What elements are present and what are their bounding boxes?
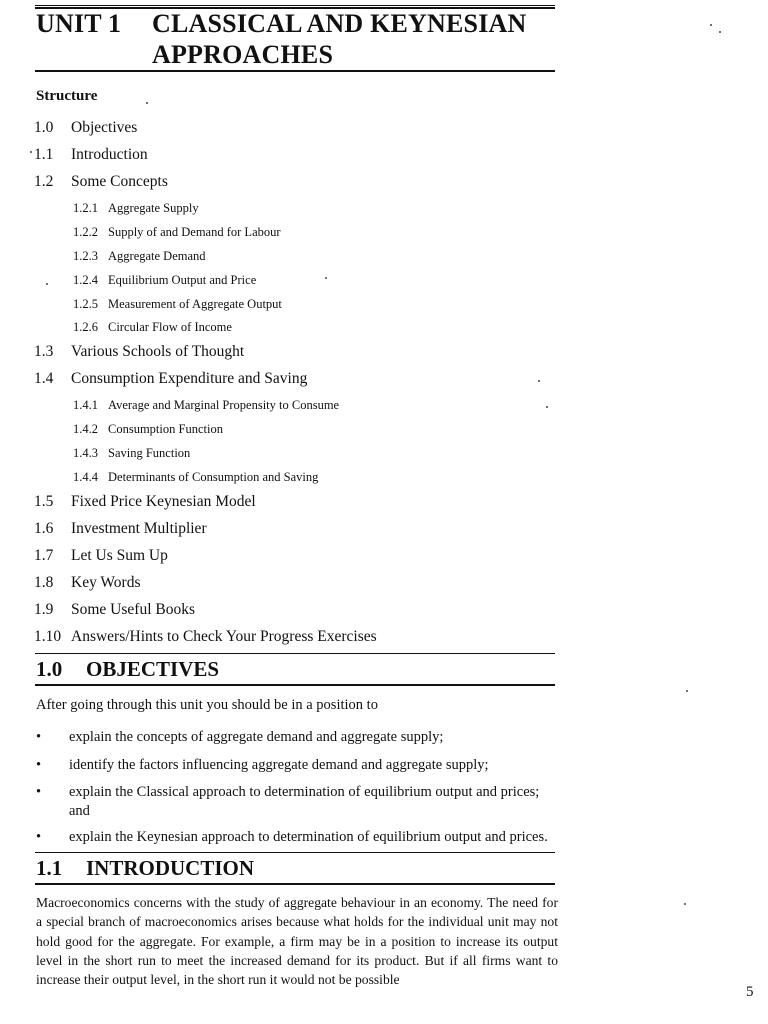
toc-label: Consumption Expenditure and Saving <box>71 370 308 387</box>
section-number: 1.1 <box>36 856 63 880</box>
section-title: INTRODUCTION <box>86 856 255 880</box>
unit-title-line1: CLASSICAL AND KEYNESIAN <box>152 9 527 38</box>
toc-label: Measurement of Aggregate Output <box>108 297 282 311</box>
toc-label: Some Concepts <box>71 173 168 190</box>
toc-label: Equilibrium Output and Price <box>108 273 257 287</box>
scan-speck <box>46 283 48 285</box>
toc-number: 1.4.1 <box>73 398 98 412</box>
toc-label: Circular Flow of Income <box>108 320 232 334</box>
toc-number: 1.2.5 <box>73 297 98 311</box>
bullet-icon: • <box>36 757 42 773</box>
toc-label: Various Schools of Thought <box>71 343 245 360</box>
toc-label: Supply of and Demand for Labour <box>108 225 281 239</box>
toc-number: 1.7 <box>34 547 54 564</box>
scan-speck <box>719 31 721 33</box>
toc-number: 1.0 <box>34 119 54 136</box>
toc-label: Fixed Price Keynesian Model <box>71 493 256 510</box>
bullet-text: explain the Keynesian approach to determination of equilibrium output and prices. <box>69 829 548 845</box>
toc-number: 1.2.4 <box>73 273 98 287</box>
toc-label: Determinants of Consumption and Saving <box>108 470 319 484</box>
scan-speck <box>325 277 327 279</box>
toc-number: 1.1 <box>34 146 54 163</box>
toc-number: 1.2.2 <box>73 225 98 239</box>
toc-label: Some Useful Books <box>71 601 195 618</box>
toc-number: 1.4 <box>34 370 54 387</box>
toc-number: 1.4.4 <box>73 470 98 484</box>
toc-label: Investment Multiplier <box>71 520 207 537</box>
toc-number: 1.2.1 <box>73 201 98 215</box>
scan-speck <box>146 102 148 104</box>
structure-label: Structure <box>36 88 98 104</box>
toc-number: 1.5 <box>34 493 54 510</box>
toc-label: Aggregate Supply <box>108 201 199 215</box>
bullet-text: explain the Classical approach to determination of equilibrium output and prices; and <box>69 784 540 819</box>
bullet-text: identify the factors influencing aggregate demand and aggregate supply; <box>69 757 489 773</box>
toc-label: Aggregate Demand <box>108 249 206 263</box>
toc-label: Introduction <box>71 146 148 163</box>
bullet-icon: • <box>36 829 42 845</box>
toc-number: 1.10 <box>34 628 62 645</box>
top-rule <box>35 5 555 6</box>
toc-number: 1.2 <box>34 173 54 190</box>
toc-number: 1.6 <box>34 520 54 537</box>
section-rule-bottom <box>35 684 555 686</box>
section-rule-top <box>35 653 555 654</box>
toc-number: 1.4.2 <box>73 422 98 436</box>
objectives-intro: After going through this unit you should be in a position to <box>36 697 378 713</box>
section-number: 1.0 <box>36 657 63 681</box>
toc-label: Saving Function <box>108 446 191 460</box>
toc-number: 1.9 <box>34 601 54 618</box>
toc-label: Answers/Hints to Check Your Progress Exercises <box>71 628 377 645</box>
scan-speck <box>30 151 32 153</box>
toc-number: 1.4.3 <box>73 446 98 460</box>
section-title: OBJECTIVES <box>86 657 220 681</box>
toc-label: Consumption Function <box>108 422 223 436</box>
title-underline <box>35 70 555 72</box>
unit-title-line2: APPROACHES <box>152 40 334 69</box>
scan-speck <box>546 406 548 408</box>
section-rule-bottom <box>35 883 555 885</box>
toc-label: Average and Marginal Propensity to Consume <box>108 398 340 412</box>
scan-speck <box>710 24 712 26</box>
toc-number: 1.2.3 <box>73 249 98 263</box>
scan-speck <box>684 903 686 905</box>
toc-label: Let Us Sum Up <box>71 547 168 564</box>
scan-speck <box>686 690 688 692</box>
scan-speck <box>538 380 540 382</box>
page-number: 5 <box>746 984 754 1000</box>
toc-number: 1.2.6 <box>73 320 98 334</box>
bullet-icon: • <box>36 784 42 800</box>
toc-label: Objectives <box>71 119 138 136</box>
introduction-paragraph: Macroeconomics concerns with the study of aggregate behaviour in an economy. The need for a special branch of macroeconomics arises because what holds for the individual unit may not hold good for the aggregate. For example, a firm may be in a position to increase its output level in the short run to meet the increased demand for its product. But if all firms want to increase their output level, in the short run it would not be possible <box>36 895 558 988</box>
unit-number: UNIT 1 <box>36 9 122 38</box>
toc-number: 1.3 <box>34 343 54 360</box>
bullet-text: explain the concepts of aggregate demand and aggregate supply; <box>69 729 444 745</box>
section-rule-top <box>35 852 555 853</box>
toc-number: 1.8 <box>34 574 54 591</box>
toc-label: Key Words <box>71 574 141 591</box>
bullet-icon: • <box>36 729 42 745</box>
